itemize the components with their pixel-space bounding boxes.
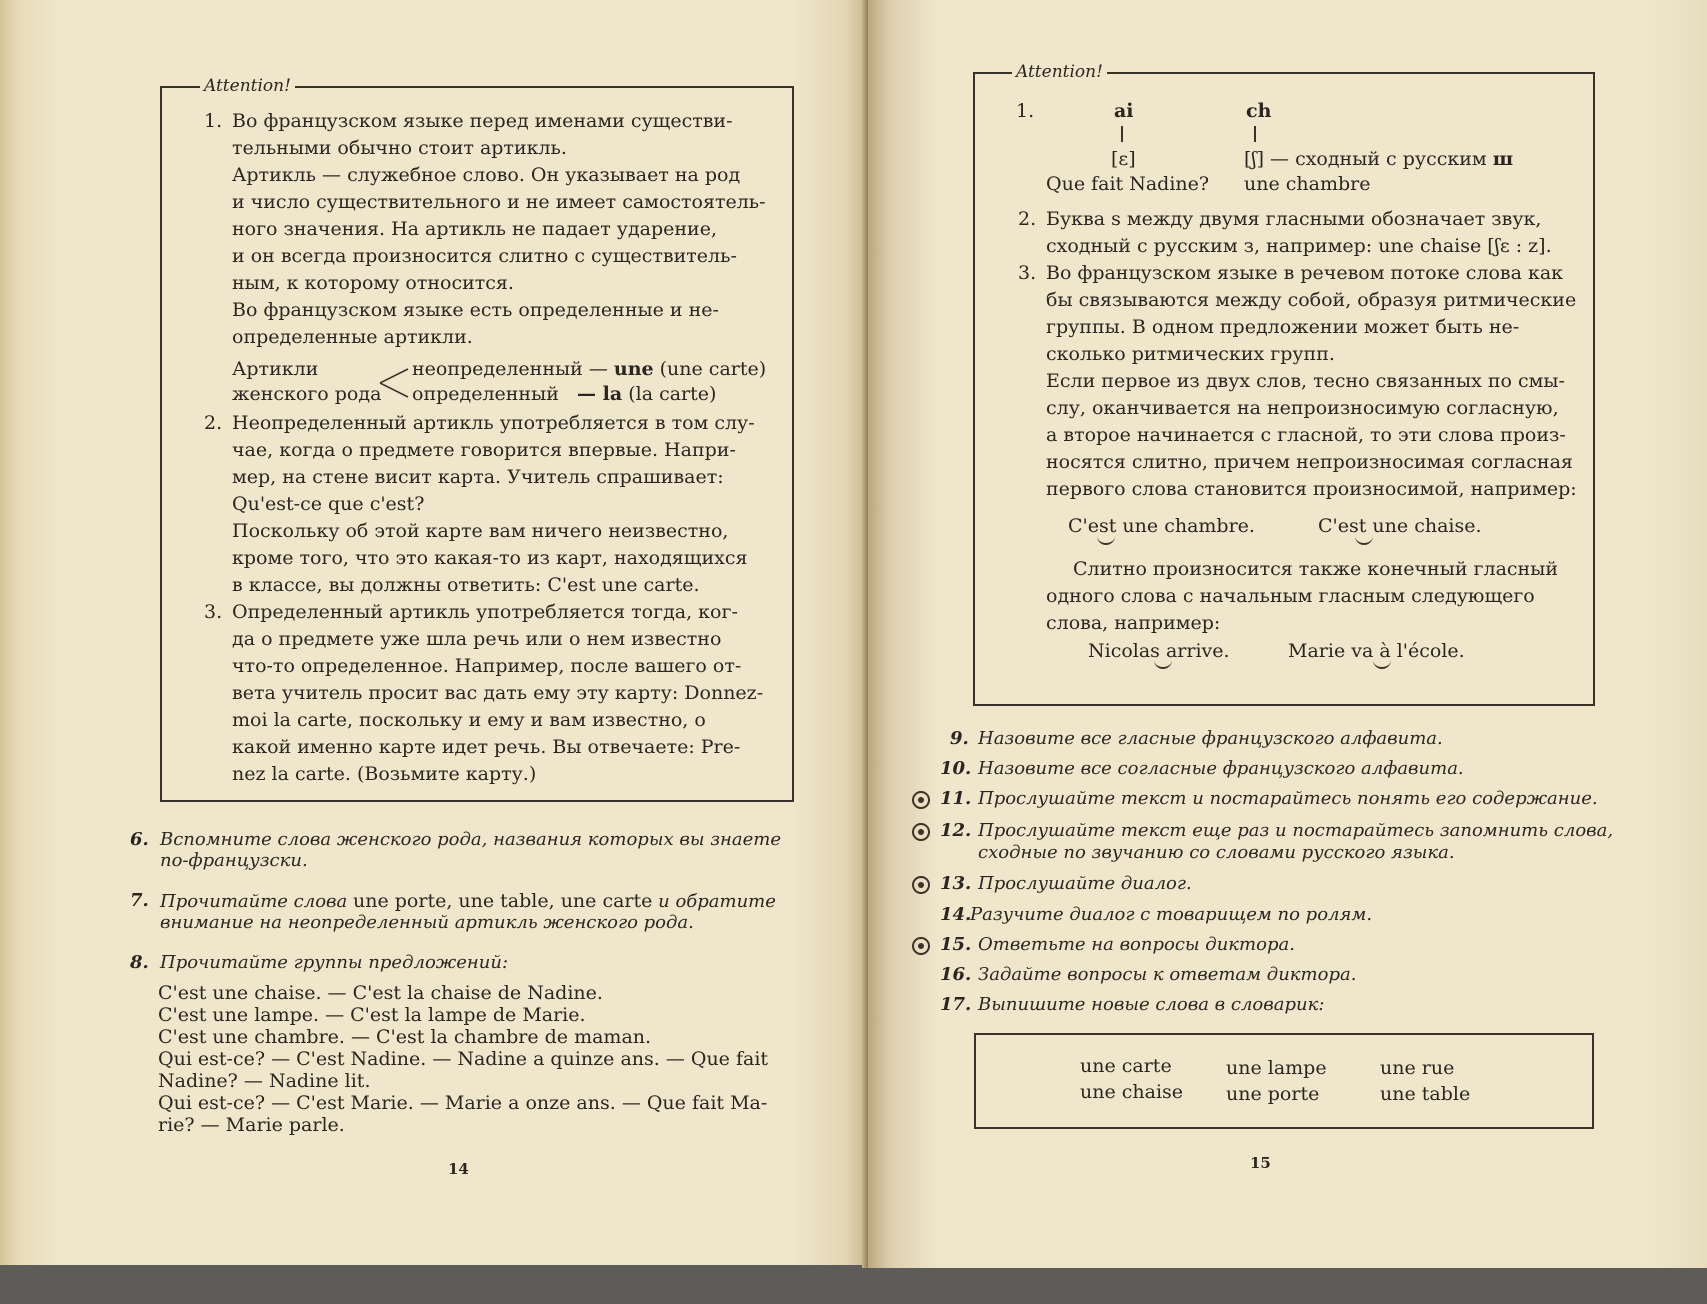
exercise-7-number: 7.: [130, 890, 149, 911]
letter-ch: ch: [1246, 100, 1272, 122]
exercise-13-text: Прослушайте диалог.: [978, 873, 1192, 894]
rule-3-line: moi la carte, поскольку и ему и вам известно, о: [232, 709, 706, 731]
elision-example: Nicolas arrive.: [1088, 640, 1230, 662]
exercise-7-text: Прочитайте слова une porte, une table, une carte и обратите: [160, 890, 776, 912]
rule-1-number: 1.: [204, 110, 223, 132]
rule-3-line: да о предмете уже шла речь или о нем известно: [232, 628, 722, 650]
article-row: неопределенный — une (une carte): [412, 358, 767, 380]
attention-label-right: Attention!: [1012, 62, 1107, 82]
exercise-8-title: Прочитайте группы предложений:: [160, 952, 509, 973]
exercise-7-text: внимание на неопределенный артикль женского рода.: [160, 912, 694, 933]
rule-2-line: Неопределенный артикль употребляется в том слу-: [232, 412, 755, 434]
rule-3-line: вета учитель просит вас дать ему эту карту: Donnez-: [232, 682, 764, 704]
rule-1-para: определенные артикли.: [232, 326, 473, 348]
sentence-group: Qui est-ce? — C'est Marie. — Marie a onze ans. — Que fait Ma-: [158, 1092, 768, 1114]
rule-3-number: 3.: [204, 601, 223, 623]
exercise-14-number: 14.: [940, 904, 972, 925]
connector-line: [1254, 126, 1256, 142]
rule-3-line: какой именно карте идет речь. Вы отвечаете: Pre-: [232, 736, 741, 758]
rule-r3-line: сколько ритмических групп.: [1046, 343, 1335, 365]
rule-r3-line: группы. В одном предложении может быть не-: [1046, 316, 1520, 338]
exercise-8-number: 8.: [130, 952, 149, 973]
rule-r3-number: 3.: [1018, 262, 1037, 284]
exercise-17-number: 17.: [940, 994, 972, 1015]
exercise-12-text: сходные по звучанию со словами русского языка.: [978, 842, 1455, 863]
rule-1-para: ным, к которому относится.: [232, 272, 514, 294]
exercise-14-text: Разучите диалог с товарищем по ролям.: [970, 904, 1373, 925]
exercise-10-number: 10.: [940, 758, 972, 779]
rule-3-line: что-то определенное. Например, после вашего от-: [232, 655, 742, 677]
sentence-group: Qui est-ce? — C'est Nadine. — Nadine a quinze ans. — Que fait: [158, 1048, 769, 1070]
rule-r3-line: первого слова становится произносимой, например:: [1046, 478, 1577, 500]
sentence-group: Nadine? — Nadine lit.: [158, 1070, 371, 1092]
elision-example: Marie va à l'école.: [1288, 640, 1465, 662]
rule-3-line: Определенный артикль употребляется тогда, ког-: [232, 601, 738, 623]
rule-r3-line: слу, оканчивается на непроизносимую согласную,: [1046, 397, 1559, 419]
sentence-group: C'est une chambre. — C'est la chambre de maman.: [158, 1026, 652, 1048]
rule-1-line: Во французском языке перед именами существи-: [232, 110, 733, 132]
right-page: [868, 0, 1707, 1268]
rule-1-line: тельными обычно стоит артикль.: [232, 137, 567, 159]
exercise-16-text: Задайте вопросы к ответам диктора.: [978, 964, 1357, 985]
rule-1-para: Артикль — служебное слово. Он указывает на род: [232, 164, 741, 186]
phoneme-e: [ε]: [1111, 148, 1136, 170]
rule-1-para: ного значения. На артикль не падает ударение,: [232, 218, 718, 240]
liaison-example: C'est une chaise.: [1318, 515, 1482, 537]
rule-2-line: чае, когда о предмете говорится впервые. Напри-: [232, 439, 736, 461]
rule-r3-line: а второе начинается с гласной, то эти слова произ-: [1046, 424, 1566, 446]
exercise-11-text: Прослушайте текст и постарайтесь понять его содержание.: [978, 788, 1598, 809]
audio-icon[interactable]: [912, 791, 930, 809]
rule-r4-line: одного слова с начальным гласным следующего: [1046, 585, 1535, 607]
r1-example: Que fait Nadine?: [1046, 173, 1210, 195]
sentence-group: rie? — Marie parle.: [158, 1114, 345, 1136]
liaison-example: C'est une chambre.: [1068, 515, 1255, 537]
audio-icon[interactable]: [912, 876, 930, 894]
exercise-9-number: 9.: [950, 728, 969, 749]
rule-r2-line: сходный с русским з, например: une chaise [ʃε : z].: [1046, 235, 1552, 257]
phoneme-sh: [ʃ] — сходный с русским ш: [1244, 148, 1514, 170]
audio-icon[interactable]: [912, 937, 930, 955]
vocab-word: une chaise: [1080, 1081, 1184, 1103]
rule-1-para: Во французском языке есть определенные и не-: [232, 299, 719, 321]
rule-2-number: 2.: [204, 412, 223, 434]
rule-2-line: кроме того, что это какая-то из карт, находящихся: [232, 547, 748, 569]
exercise-17-text: Выпишите новые слова в словарик:: [978, 994, 1325, 1015]
attention-label-left: Attention!: [200, 76, 295, 96]
vocab-word: une rue: [1380, 1057, 1455, 1079]
sentence-group: C'est une chaise. — C'est la chaise de Nadine.: [158, 982, 603, 1004]
article-table-label: Артикли: [232, 358, 319, 380]
article-table-label: женского рода: [232, 383, 382, 405]
rule-r2-line: Буква s между двумя гласными обозначает звук,: [1046, 208, 1542, 230]
rule-r1-number: 1.: [1016, 100, 1035, 122]
vocab-word: une carte: [1080, 1055, 1172, 1077]
rule-r3-line: носятся слитно, причем непроизносимая согласная: [1046, 451, 1573, 473]
exercise-10-text: Назовите все согласные французского алфавита.: [978, 758, 1464, 779]
exercise-12-number: 12.: [940, 820, 972, 841]
rule-r4-line: слова, например:: [1046, 612, 1221, 634]
rule-r3-line: бы связываются между собой, образуя ритмические: [1046, 289, 1577, 311]
rule-1-para: и он всегда произносится слитно с существитель-: [232, 245, 737, 267]
rule-r4-line: Слитно произносится также конечный гласный: [1073, 558, 1558, 580]
exercise-6-text: по-французски.: [160, 850, 308, 871]
rule-2-line: в классе, вы должны ответить: C'est une carte.: [232, 574, 700, 596]
rule-2-line: Поскольку об этой карте вам ничего неизвестно,: [232, 520, 729, 542]
branch-brace: [378, 366, 410, 400]
rule-r3-line: Во французском языке в речевом потоке слова как: [1046, 262, 1564, 284]
r1-example: une chambre: [1244, 173, 1371, 195]
vocab-word: une lampe: [1226, 1057, 1327, 1079]
page-number-left: 14: [448, 1160, 469, 1178]
rule-2-line: Qu'est-ce que c'est?: [232, 493, 425, 515]
audio-icon[interactable]: [912, 823, 930, 841]
rule-r3-line: Если первое из двух слов, тесно связанных по смы-: [1046, 370, 1565, 392]
rule-1-para: и число существительного и не имеет самостоятель-: [232, 191, 766, 213]
exercise-13-number: 13.: [940, 873, 972, 894]
vocabulary-box: [974, 1033, 1594, 1129]
exercise-12-text: Прослушайте текст еще раз и постарайтесь запомнить слова,: [978, 820, 1614, 841]
exercise-6-number: 6.: [130, 829, 149, 850]
exercise-9-text: Назовите все гласные французского алфавита.: [978, 728, 1443, 749]
article-row: определенный — la (la carte): [412, 383, 717, 405]
vocab-word: une porte: [1226, 1083, 1320, 1105]
rule-3-line: nez la carte. (Возьмите карту.): [232, 763, 537, 785]
rule-r2-number: 2.: [1018, 208, 1037, 230]
exercise-16-number: 16.: [940, 964, 972, 985]
page-number-right: 15: [1250, 1154, 1271, 1172]
exercise-15-number: 15.: [940, 934, 972, 955]
rule-2-line: мер, на стене висит карта. Учитель спрашивает:: [232, 466, 724, 488]
letter-ai: ai: [1114, 100, 1134, 122]
vocab-word: une table: [1380, 1083, 1471, 1105]
exercise-11-number: 11.: [940, 788, 972, 809]
exercise-15-text: Ответьте на вопросы диктора.: [978, 934, 1295, 955]
sentence-group: C'est une lampe. — C'est la lampe de Marie.: [158, 1004, 586, 1026]
exercise-6-text: Вспомните слова женского рода, названия которых вы знаете: [160, 829, 781, 850]
connector-line: [1121, 126, 1123, 142]
left-page: [0, 0, 868, 1265]
